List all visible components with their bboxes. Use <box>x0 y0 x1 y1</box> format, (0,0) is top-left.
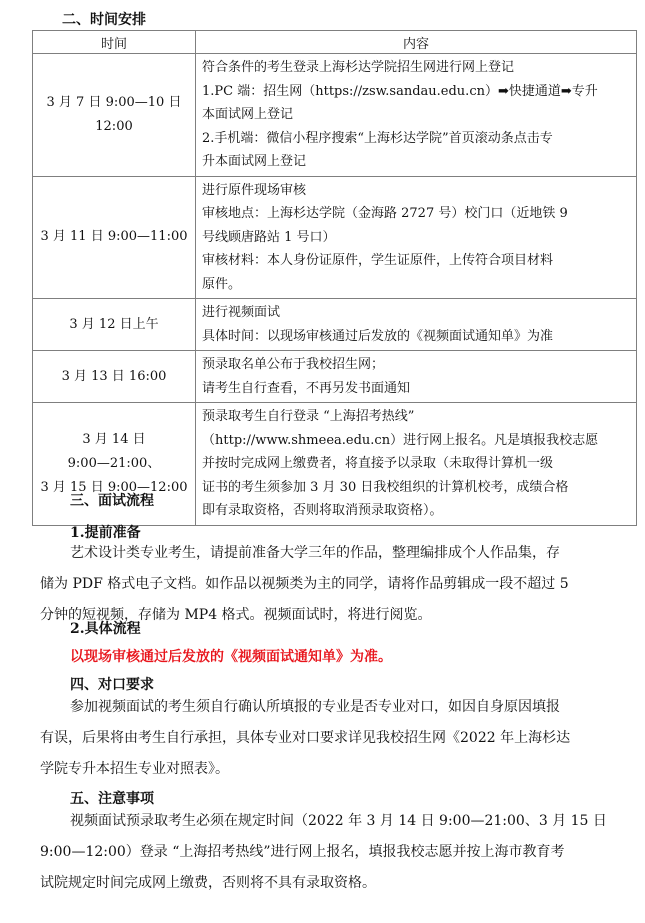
content-line: 预录取名单公布于我校招生网； <box>202 357 385 372</box>
content-line: 原件。 <box>202 276 242 292</box>
time-cell <box>33 176 196 299</box>
content-cell <box>196 54 637 177</box>
section4-heading: 四、对口要求 <box>70 677 154 693</box>
time-line: 3 月 12 日上午 <box>69 316 159 332</box>
time-line: 3 月 15 日 9:00—12:00 <box>40 479 188 495</box>
process-note: 以现场审核通过后发放的《视频面试通知单》为准。 <box>70 649 392 665</box>
notes-paragraph <box>40 806 607 899</box>
time-line: 3 月 13 日 16:00 <box>61 368 167 384</box>
content-line: 审核地点：上海杉达学院（金海路 2727 号）校门口（近地铁 9 <box>202 206 568 221</box>
content-line: 升本面试网上登记 <box>202 154 307 169</box>
content-line: 号线顾唐路站 1 号口） <box>202 229 336 245</box>
schedule-table <box>32 30 637 526</box>
content-cell <box>196 299 637 351</box>
section3-heading: 三、面试流程 <box>70 493 154 509</box>
content-line: 2.手机端：微信小程序搜索“上海杉达学院”首页滚动条点击专 <box>202 130 553 146</box>
time-cell <box>33 351 196 403</box>
table-row <box>33 176 637 299</box>
header-time: 时间 <box>33 31 196 54</box>
time-line: 12:00 <box>95 118 133 134</box>
paragraph-line: 学院专升本招生专业对照表》。 <box>40 761 229 777</box>
content-cell <box>196 176 637 299</box>
content-line: 预录取考生自行登录 “上海招考热线” <box>202 409 415 424</box>
subheading-process: 2.具体流程 <box>70 621 141 637</box>
header-content: 内容 <box>196 31 637 54</box>
paragraph-line: 分钟的短视频，存储为 MP4 格式。视频面试时，将进行阅览。 <box>40 607 432 623</box>
paragraph-line: 有误，后果将由考生自行承担，具体专业对口要求详见我校招生网《2022 年上海杉达 <box>40 730 571 746</box>
paragraph-line: 储为 PDF 格式电子文档。如作品以视频类为主的同学，请将作品剪辑成一段不超过 5 <box>40 576 569 592</box>
paragraph-line: 9:00—12:00）登录 “上海招考热线”进行网上报名，填报我校志愿并按上海市教育考 <box>40 844 565 860</box>
content-line: 1.PC 端：招生网（https://zsw.sandau.edu.cn）➡快捷通道➡专升 <box>202 83 598 99</box>
section2-heading: 二、时间安排 <box>62 12 146 28</box>
paragraph-line: 试院规定时间完成网上缴费，否则将不具有录取资格。 <box>40 875 376 891</box>
paragraph-line: 参加视频面试的考生须自行确认所填报的专业是否专业对口，如因自身原因填报 <box>70 699 560 715</box>
content-line: 证书的考生须参加 3 月 30 日我校组织的计算机校考，成绩合格 <box>202 479 569 495</box>
content-line: 即有录取资格，否则将取消预录取资格）。 <box>202 503 443 518</box>
content-line: 进行原件现场审核 <box>202 182 307 198</box>
time-line: 3 月 7 日 9:00—10 日 <box>46 94 182 110</box>
content-line: 进行视频面试 <box>202 305 281 320</box>
subheading-preparation: 1.提前准备 <box>70 525 141 541</box>
content-line: 具体时间：以现场审核通过后发放的《视频面试通知单》为准 <box>202 328 554 344</box>
content-cell <box>196 403 637 526</box>
content-line: 审核材料：本人身份证原件，学生证原件，上传符合项目材料 <box>202 253 554 268</box>
time-cell <box>33 54 196 177</box>
content-line: 请考生自行查看，不再另发书面通知 <box>202 380 411 396</box>
content-line: 符合条件的考生登录上海杉达学院招生网进行网上登记 <box>202 60 515 75</box>
content-line: 并按时完成网上缴费者，将直接予以录取（未取得计算机一级 <box>202 456 554 471</box>
time-line: 3 月 14 日 <box>82 431 146 447</box>
section5-heading: 五、注意事项 <box>70 791 154 807</box>
content-line: 本面试网上登记 <box>202 107 294 122</box>
matching-requirements-paragraph <box>40 692 570 785</box>
time-line: 9:00—21:00、 <box>67 455 161 471</box>
table-row <box>33 299 637 351</box>
paragraph-line: 艺术设计类专业考生，请提前准备大学三年的作品，整理编排成个人作品集，存 <box>70 545 560 561</box>
time-line: 3 月 11 日 9:00—11:00 <box>40 229 188 245</box>
table-row <box>33 54 637 177</box>
paragraph-line: 视频面试预录取考生必须在规定时间（2022 年 3 月 14 日 9:00—21:00、3 月 15 日 <box>70 813 607 829</box>
content-cell <box>196 351 637 403</box>
content-line: （http://www.shmeea.edu.cn）进行网上报名。凡是填报我校志愿 <box>202 432 599 448</box>
time-cell <box>33 299 196 351</box>
table-header-row <box>33 31 637 54</box>
table-row <box>33 351 637 403</box>
